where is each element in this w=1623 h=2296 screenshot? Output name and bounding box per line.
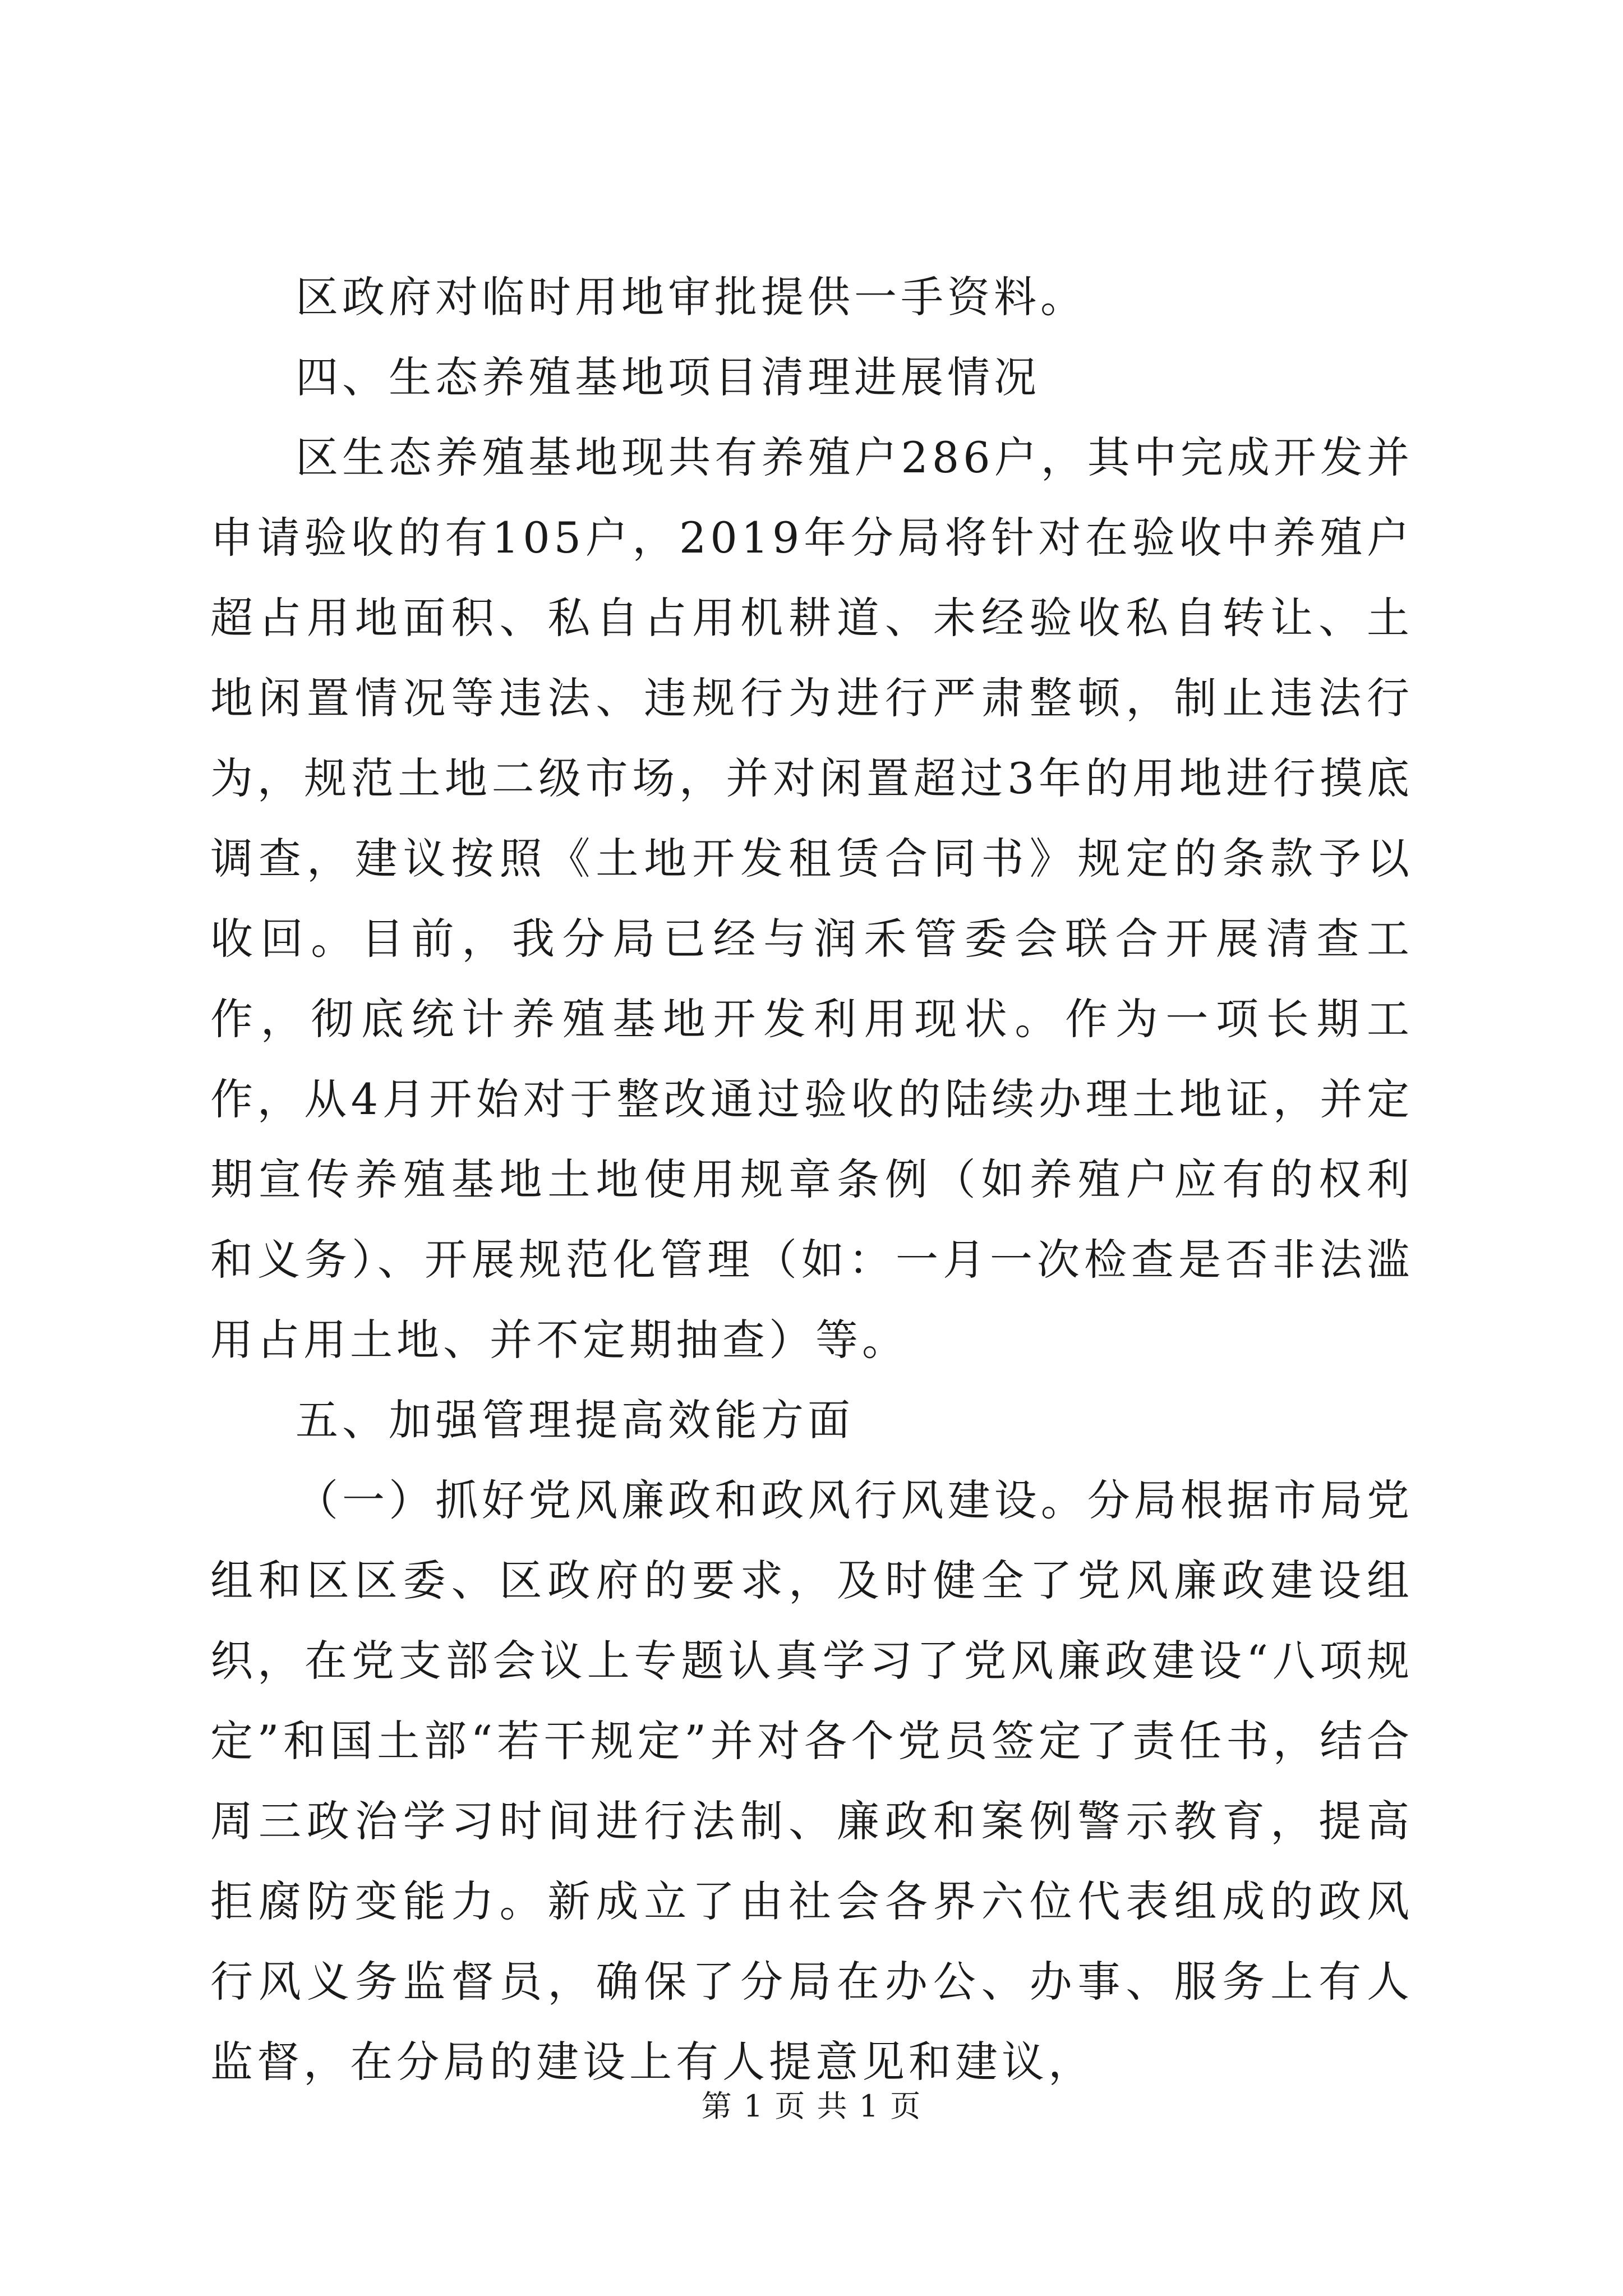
section-heading-four: 四、生态养殖基地项目清理进展情况 (296, 352, 1040, 402)
document-body (210, 257, 1413, 2102)
paragraph-ecological-base: 区生态养殖基地现共有养殖户286户，其中完成开发并申请验收的有105户，2019年分局将针对在验收中养殖户超占用地面积、私自占用机耕道、未经验收私自转让、土地闲置情况等违法、违规行为进行严肃整顿，制止违法行为，规范土地二级市场，并对闲置超过3年的用地进行摸底调查，建议按照《土地开发租赁合同书》规定的条款予以收回。目前，我分局已经与润禾管委会联合开展清查工作，彻底统计养殖基地开发利用现状。作为一项长期工作，从4月开始对于整改通过验收的陆续办理土地证，并定期宣传养殖基地土地使用规章条例（如养殖户应有的权利和义务）、开展规范化管理（如：一月一次检查是否非法滥用占用土地、并不定期抽查）等。 (210, 432, 1413, 1365)
section-heading-five: 五、加强管理提高效能方面 (296, 1395, 854, 1445)
page-footer (0, 2087, 1623, 2126)
page-number-label: 第 1 页 共 1 页 (701, 2088, 922, 2124)
paragraph-continuation: 区政府对临时用地审批提供一手资料。 (296, 272, 1087, 322)
paragraph-party-conduct: （一）抓好党风廉政和政风行风建设。分局根据市局党组和区区委、区政府的要求，及时健全了党风廉政建设组织，在党支部会议上专题认真学习了党风廉政建设“八项规定”和国土部“若干规定”并对各个党员签定了责任书，结合周三政治学习时间进行法制、廉政和案例警示教育，提高拒腐防变能力。新成立了由社会各界六位代表组成的政风行风义务监督员，确保了分局在办公、办事、服务上有人监督，在分局的建设上有人提意见和建议， (210, 1475, 1413, 2087)
